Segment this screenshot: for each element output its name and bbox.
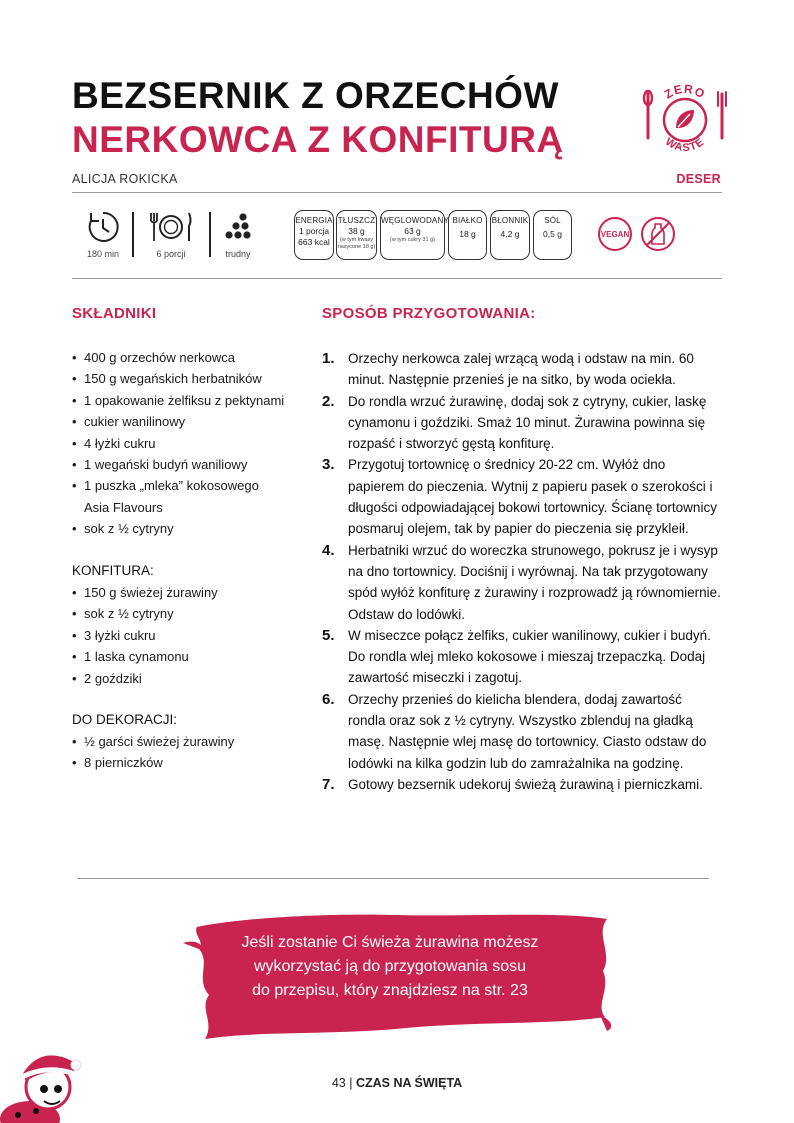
nutrition-carbs [380, 210, 449, 260]
divider-bottom [77, 878, 709, 879]
ingredient-item: • 1 opakowanie żelfiksu z pektynami [72, 390, 292, 411]
ingredients-list [72, 347, 292, 540]
nutrition-fiber [490, 210, 530, 260]
nutrition-label: TŁUSZCZ [337, 216, 376, 225]
nutrition-protein [448, 210, 487, 260]
step-text: Gotowy bezsernik udekoruj świeżą żurawiną i pierniczkami. [348, 776, 703, 792]
ingredient-item: • 1 laska cynamonu [72, 646, 292, 667]
zero-waste-text-top: ZERO [661, 81, 708, 102]
step-text: Do rondla wrzuć żurawinę, dodaj sok z cytryny, cukier, laskę cynamonu i goździki. Smaż 10 minut. Żurawina powinna się rozpaść i stworzyć gęstą konfiturę. [348, 393, 707, 452]
step-number: 2. [322, 392, 335, 410]
nutrition-value: 4,2 g [500, 229, 520, 239]
ingredient-item: • 4 łyżki cukru [72, 433, 292, 454]
konfitura-heading: KONFITURA: [72, 563, 154, 578]
ingredient-item: • 150 g świeżej żurawiny [72, 582, 292, 603]
method-heading: SPOSÓB PRZYGOTOWANIA: [322, 305, 536, 322]
nutrition-label: BŁONNIK [491, 216, 529, 225]
dekoracja-list [72, 731, 292, 774]
nutrition-label: SÓL [544, 216, 561, 225]
vegan-text: VEGAN [600, 230, 630, 239]
step-number: 3. [322, 456, 335, 474]
step-number: 6. [322, 690, 335, 708]
footer-separator: | [349, 1076, 353, 1090]
ingredient-item: • 1 puszka „mleka” kokosowego Asia Flavours [72, 475, 284, 518]
ingredients-heading: SKŁADNIKI [72, 305, 157, 322]
time-label: 180 min [86, 249, 120, 259]
difficulty-dots-icon [224, 212, 252, 240]
ingredient-item: • 8 pierniczków [72, 752, 292, 773]
divider-info [72, 278, 722, 279]
step-text: Orzechy nerkowca zalej wrzącą wodą i odstaw na min. 60 minut. Następnie przenieś je na sitko, by woda ociekła. [348, 351, 694, 388]
nutrition-value: 63 g [404, 226, 421, 236]
step-number: 1. [322, 350, 335, 367]
svg-text:WASTE [663, 136, 707, 154]
zero-waste-text-bottom: WASTE [663, 135, 707, 155]
nutrition-sub: (w tym kwasy nasycone 18 g) [337, 236, 376, 250]
ingredient-item: • 150 g wegańskich herbatników [72, 368, 292, 389]
tip-text [185, 931, 595, 1003]
method-step [322, 774, 722, 795]
clock-icon [86, 210, 120, 244]
separator [132, 212, 134, 257]
nutrition-fat [336, 210, 377, 260]
tip-line: wykorzystać ją do przygotowania sosu [253, 958, 527, 975]
step-number: 4. [322, 541, 335, 559]
author: ALICJA ROKICKA [72, 172, 178, 186]
page-number: 43 [331, 1076, 346, 1090]
page-footer [0, 1076, 794, 1090]
ingredient-item: • ½ garści świeżej żurawiny [72, 731, 292, 752]
method-step [322, 391, 722, 455]
method-steps [322, 348, 722, 795]
category-label: DESER [676, 172, 721, 186]
section-name: CZAS NA ŚWIĘTA [355, 1076, 463, 1090]
nutrition-salt [533, 210, 572, 260]
ingredient-item: • 3 łyżki cukru [72, 625, 292, 646]
nutrition-label: WĘGLOWODANY [381, 216, 449, 225]
tip-line: do przepisu, który znajdziesz na str. 23 [252, 982, 528, 999]
portions-label: 6 porcji [156, 249, 186, 259]
method-step [322, 625, 722, 689]
method-step [322, 540, 722, 625]
nutrition-value: 38 g [348, 226, 365, 236]
konfitura-list [72, 582, 292, 689]
title-line-2: NERKOWCA Z KONFITURĄ [72, 119, 564, 160]
nutrition-sub: (w tym cukry 31 g) [390, 236, 435, 243]
dekoracja-heading: DO DEKORACJI: [72, 712, 178, 727]
vegan-badge-icon [597, 216, 633, 252]
no-alcohol-icon [640, 216, 676, 252]
step-text: Przygotuj tortownicę o średnicy 20-22 cm. Wyłóż dno papierem do pieczenia. Wytnij z papieru pasek o szerokości i długości odpowiadającej bokowi tortownicy. Ścianę tortownicy posmaruj olejem, tak by papier do pieczenia się przykleił. [348, 457, 717, 537]
nutrition-value: 663 kcal [298, 236, 330, 247]
method-step [322, 348, 722, 391]
nutrition-value: 18 g [459, 229, 476, 239]
step-number: 7. [322, 775, 335, 793]
method-step [322, 454, 722, 539]
step-text: W miseczce połącz żelfiks, cukier wanilinowy, cukier i budyń. Do rondla wlej mleko kokosowe i mieszaj trzepaczką. Dodaj zawartość miseczki i zagotuj. [348, 627, 711, 686]
nutrition-label: BIAŁKO [452, 216, 483, 225]
ingredient-item: • 400 g orzechów nerkowca [72, 347, 292, 368]
step-number: 5. [322, 626, 335, 644]
ingredient-item: • 1 wegański budyń waniliowy [72, 454, 292, 475]
nutrition-value: 1 porcja [298, 226, 330, 236]
ingredient-item: • sok z ½ cytryny [72, 518, 292, 539]
nutrition-energy [294, 210, 334, 260]
plate-cutlery-icon [147, 211, 195, 243]
step-text: Orzechy przenieś do kielicha blendera, dodaj zawartość rondla oraz sok z ½ cytryny. Wszystko zblenduj na gładką masę. Następnie wlej masę do tortownicy. Ciasto odstaw do lodówki na kilka godzin lub do zamrażalnika na godzinę. [348, 691, 707, 771]
title-line-1: BEZSERNIK Z ORZECHÓW [72, 75, 559, 116]
tip-line: Jeśli zostanie Ci świeża żurawina możesz [241, 934, 539, 951]
difficulty-label: trudny [225, 249, 251, 259]
separator [209, 212, 211, 257]
step-text: Herbatniki wrzuć do woreczka strunowego, pokrusz je i wysyp na dno tortownicy. Dociśnij i wyrównaj. Na tak przygotowany spód wyłóż konfiturę z żurawiny i rozprowadź ją równomiernie. Odstaw do lodówki. [348, 542, 721, 622]
ingredient-item: • sok z ½ cytryny [72, 603, 292, 624]
divider-top [72, 192, 722, 193]
nutrition-value: 0,5 g [543, 229, 562, 239]
ingredient-item: • 2 goździki [72, 668, 292, 689]
nutrition-label: ENERGIA [295, 216, 333, 225]
zero-waste-badge [640, 80, 730, 160]
method-step [322, 689, 722, 774]
ingredient-item: • cukier wanilinowy [72, 411, 292, 432]
